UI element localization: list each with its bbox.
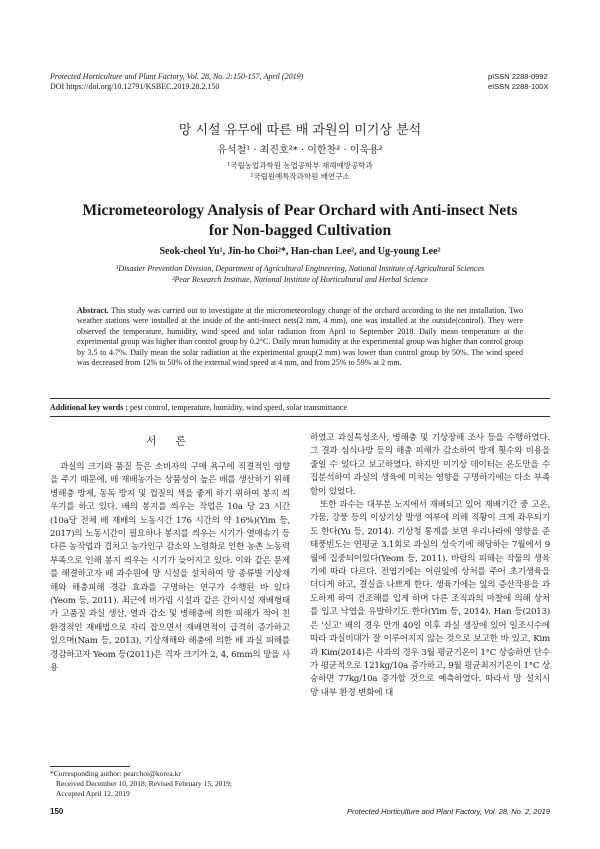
english-authors: Seok-cheol Yu¹, Jin-ho Choi²*, Han-chan Lee², and Ug-young Lee²: [159, 246, 441, 257]
korean-affiliation-1: ¹국립농업과학원 농업공학부 재해예방공학과: [227, 161, 373, 170]
paragraph: 과실의 크기와 품질 등은 소비자의 구매 욕구에 직결적인 영향을 주기 때문에, 배 재배농가는 상품성이 높은 배를 생산하기 위해 병해충 방제, 동독 방지 및 껍질의 색을 좋게 하기 위하여 봉지 씌우기를 하고 있다. 배의 봉지를 씌우는 작업은 10a 당 23 시간(10a당 전체 배 재배의 노동시간 176 시간의 약 16%)(Yim 등, 2017)의 노동시간이 필요하나 봉지를 씌우는 시기가 열매솎기 등 다른 농작업과 겹치고 농가인구 감소와 노령화로 인한 농촌 노동력 부족으로 인해 봉지 씌우는 시기가 늦어지고 있다. 이와 같은 문제를 해결하고자 배 과수원에 망 시설을 설치하여 망 종류별 기상재해와 해충피해 경감 효과를 구명하는 연구가 수행된 바 있다(Yeom 등, 2011). 최근에 비가림 시설과 같은 간이시설 재배형태가 고품질 과실 생산, 열과 감소 및 병해충에 의한 피해가 적어 친환경적인 재배법으로 자리 잡으면서 재배면적이 급격히 증가하고 있으며(Nam 등, 2013), 기상재해와 해충에 의한 배 과실 피해를 경감하고자 Yeom 등(2011)은 격자 크기가 2, 4, 6mm의 망을 사용: [50, 462, 290, 674]
divider-bottom: [50, 416, 550, 417]
english-title-line-2: for Non-bagged Cultivation: [208, 222, 392, 239]
abstract: [77, 306, 523, 368]
right-column: [310, 432, 550, 700]
received-date: Received December 10, 2018; Revised February 15, 2019;: [56, 779, 232, 788]
english-affiliation-1: ¹Disaster Prevention Division, Department of Agricultural Engineering, National Institute of Agricultural Sciences: [115, 264, 485, 273]
footnote: [50, 769, 290, 799]
page-number: 150: [50, 807, 64, 816]
journal-header: [50, 72, 303, 92]
footer-journal-ref: Protected Horticulture and Plant Factory, Vol. 28, No. 2, 2019: [346, 807, 550, 816]
keywords: [50, 403, 550, 412]
keywords-text: pest control, temperature, humidity, wind speed, solar transmittance: [130, 403, 347, 412]
korean-affiliation-2: ²국립원예특작과학원 배연구소: [250, 172, 350, 181]
abstract-text: This study was carried out to investigate at the micrometeorology change of the orchard according to the net installation. Two weather stations were installed at the inside of the anti-insect nets(2 mm, 4 mm), one was installed at the outside(control). They were observed the temperature, humidity, wind speed and solar radiation from April to September 2018. Daily mean temperature at the experimental group was higher than control group by 0.2°C. Daily mean humidity at the experimental group was higher than control group by 3.5 to 4.7%. Daily mean the solar radiation at the experimental group(2 mm) was lower than control group by 50%. The wind speed was decreased from 12% to 50% of the external wind speed at 4 mm, and from 25% to 59% at 2 mm.: [77, 306, 523, 368]
left-column: [50, 461, 290, 676]
paragraph: 또한 과수는 대부분 노지에서 재배되고 있어 재배기간 중 고온, 가뭄, 강풍 등의 이상기상 발생 여부에 의해 직황이 크게 좌우되기도 한다(Yu 등, 2014). 기상청 통계를 보면 우리나라에 영향을 준 태풍빈도는 연평균 3.1회로 과실의 성숙기에 해당하는 7월에서 9월에 집중되어있다(Yeom 등, 2011). 바람의 피해는 작물의 생육기에 따라 다르다. 전엽기에는 어린잎에 상처를 주어 초기생육을 더디게 하고, 결실을 나쁘게 한다. 생육기에는 잎의 증산작용을 과도하게 하여 건조해를 입게 하며 다른 조직과의 마찰에 의해 상처를 입고 낙엽을 유발하기도 한다(Yim 등, 2014). Han 등(2013)은 '신고' 배의 경우 만개 40일 이후 과실 생장에 있어 일조시수에 따라 과실비대가 잘 이루어지지 않는 것으로 보고한 바 있고, Kim과 Kim(2014)은 사과의 경우 3월 평균기온이 1°C 상승하면 단수가 평균적으로 121kg/10a 증가하고, 9월 평균최저기온이 1°C 상승하면 77kg/10a 증가할 것으로 예측하였다. 따라서 망 설치시 망 내부 환경 변화에 대: [310, 500, 550, 698]
abstract-label: Abstract.: [77, 306, 109, 315]
journal-citation: Protected Horticulture and Plant Factory, Vol. 28, No. 2:150-157, April (2019): [50, 72, 304, 81]
accepted-date: Accepted April 12, 2019: [56, 789, 130, 798]
eissn: eISSN 2288-100X: [488, 82, 549, 91]
section-heading-introduction: 서 론: [146, 435, 194, 447]
korean-title: 망 시설 유무에 따른 배 과원의 미기상 분석: [178, 123, 422, 138]
korean-authors: 유석철¹ · 최진호²* · 이한찬² · 이욱용²: [217, 145, 383, 156]
issn-block: [488, 72, 550, 92]
pissn: pISSN 2288-0992: [488, 72, 548, 81]
keywords-label: Additional key words :: [50, 403, 129, 412]
english-title: [60, 201, 540, 241]
english-affiliation-2: ²Pear Research Institute, National Institute of Horticultural and Herbal Science: [172, 275, 428, 284]
english-title-line-1: Micrometeorology Analysis of Pear Orchard with Anti-insect Nets: [82, 202, 518, 219]
doi-link[interactable]: DOI https://doi.org/10.12791/KSBEC.2019.28.2.150: [50, 82, 220, 91]
paragraph: 하였고 과실특성조사, 병해충 및 기상장해 조사 등을 수행하였다. 그 결과 심식나방 등의 해충 피해가 감소하여 방제 횟수와 비용을 줄일 수 있다고 보고하였다. 하지만 미기상 데이터는 온도만을 수집분석하여 과실의 생육에 미치는 영향을 구명하기에는 다소 부족함이 있었다.: [310, 433, 550, 497]
footnote-divider: [50, 766, 130, 767]
divider-top: [50, 398, 550, 399]
corresponding-author: *Corresponding author: pearchoi@korea.kr: [50, 769, 181, 778]
